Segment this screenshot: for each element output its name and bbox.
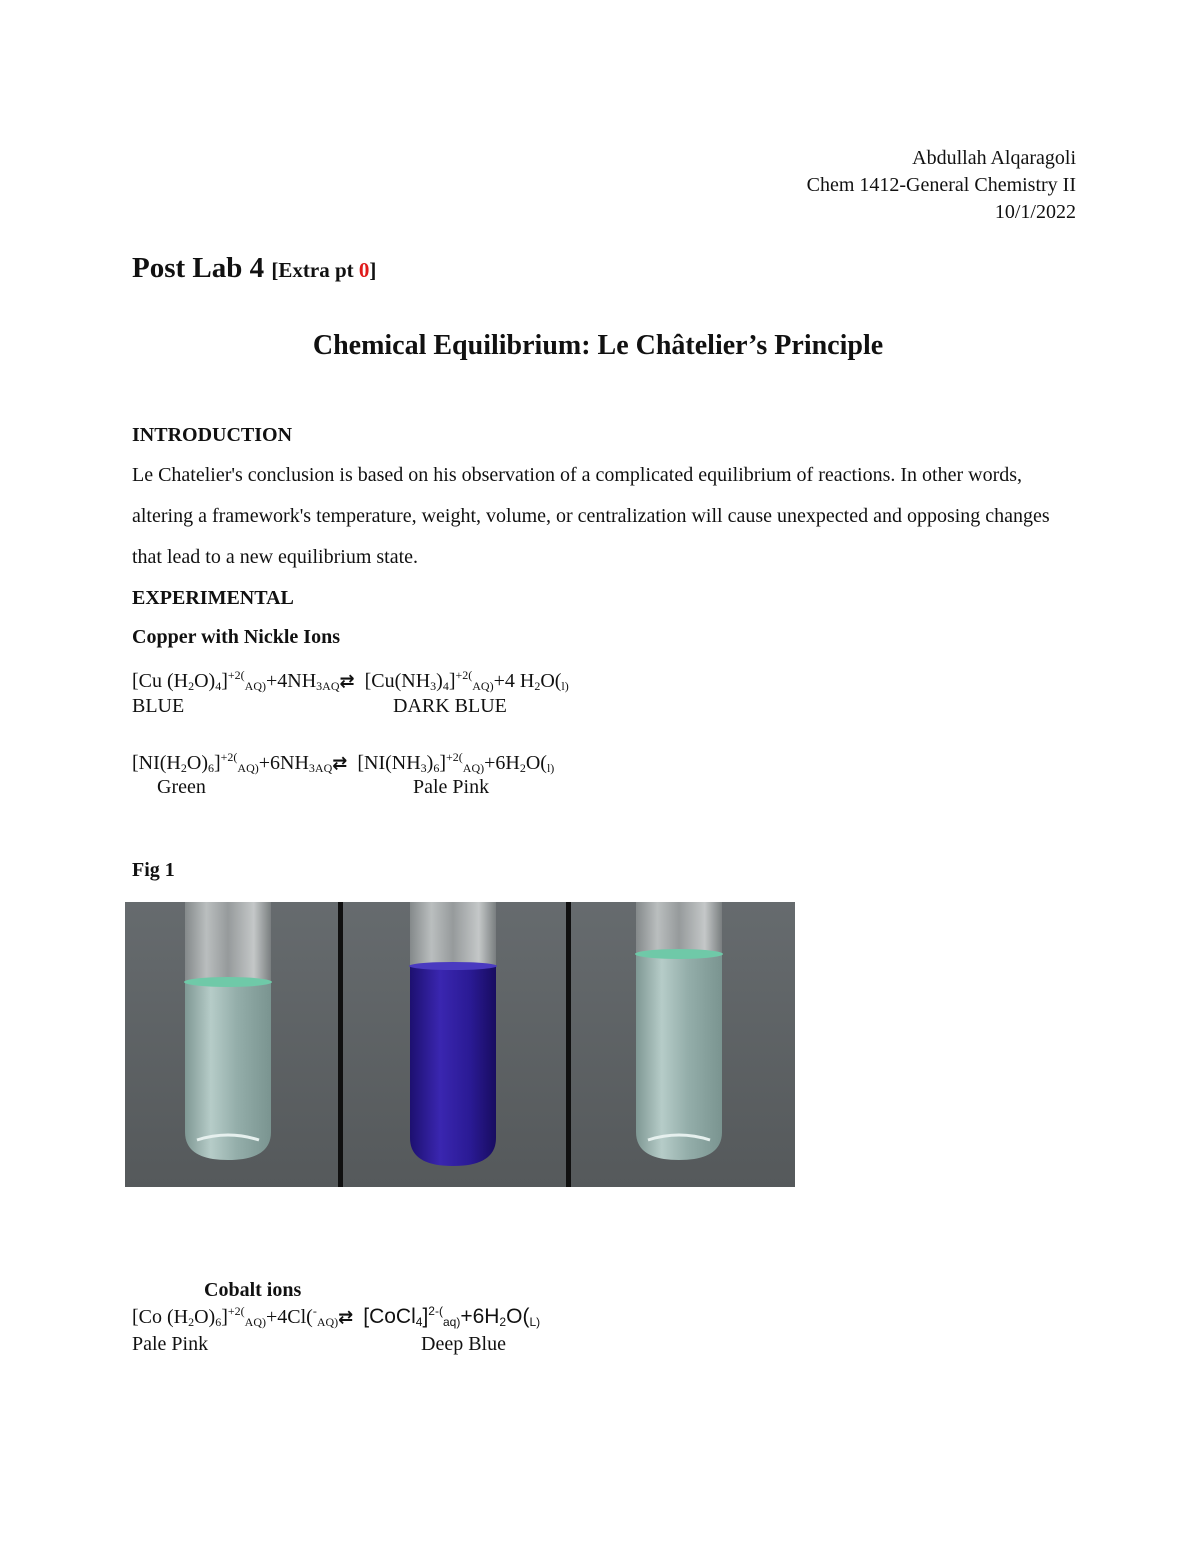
extra-credit: [Extra pt 0] — [271, 258, 377, 282]
test-tube-photo — [125, 902, 795, 1187]
title-main: Post Lab 4 — [132, 252, 272, 284]
eq1-color-right: DARK BLUE — [393, 695, 507, 717]
copper-heading: Copper with Nickle Ions — [132, 626, 340, 648]
eq1-color-left: BLUE — [132, 695, 185, 717]
course-name: Chem 1412-General Chemistry II — [806, 174, 1076, 196]
extra-points: 0 — [358, 258, 370, 282]
experimental-heading: EXPERIMENTAL — [132, 587, 294, 609]
eq3-color-left: Pale Pink — [132, 1333, 209, 1355]
main-heading: Chemical Equilibrium: Le Châtelier’s Principle — [312, 330, 884, 361]
eq2-color-right: Pale Pink — [413, 776, 490, 798]
cobalt-heading: Cobalt ions — [204, 1279, 302, 1301]
test-tubes-image — [125, 902, 795, 1187]
introduction-text: Le Chatelier's conclusion is based on his observation of a complicated equilibrium of reactions. In other words, altering a framework's temperature, weight, volume, or centralization will cause unexpected and opposing changes that lead to a new equilibrium state. — [132, 464, 1050, 568]
equation-cobalt: [Co $(H_2O)_6]^{+2(}_{AQ)}+4Cl(^-_{AQ)}⇄$ $[CoCl_4]^{2-(}_{aq)}+6H_2O(_{L)}$ — [132, 1304, 541, 1329]
report-date: 10/1/2022 — [994, 201, 1076, 223]
header-block — [807, 145, 1076, 226]
equation-copper: [Cu $(H_2O)_4]^{+2(}_{AQ)}+4NH_{3AQ}⇄$ $[Cu(NH_3)_4]^{+2(}_{AQ)}+4$ $H_2O(_{l)}$ — [132, 668, 569, 693]
eq3-color-right: Deep Blue — [421, 1333, 506, 1355]
introduction-heading: INTRODUCTION — [132, 424, 293, 446]
figure-label: Fig 1 — [132, 859, 175, 881]
doc-title — [132, 252, 376, 285]
tube-nickel — [635, 902, 723, 1160]
author-name: Abdullah Alqaragoli — [912, 147, 1076, 169]
equilibrium-arrow-icon: ⇄ — [339, 671, 355, 692]
equilibrium-arrow-icon: ⇄ — [338, 1307, 354, 1328]
equation-nickel: $[NI(H_2O)_6]^{+2(}_{AQ)}+6NH_{3AQ}⇄$ $[NI(NH_3)_6]^{+2(}_{AQ)}+6H_2O(_{l)}$ — [132, 750, 555, 775]
tube-copper-dark-blue — [409, 902, 497, 1166]
tube-copper-initial — [184, 902, 272, 1160]
eq2-color-left: Green — [157, 776, 206, 798]
equilibrium-arrow-icon: ⇄ — [332, 753, 348, 774]
